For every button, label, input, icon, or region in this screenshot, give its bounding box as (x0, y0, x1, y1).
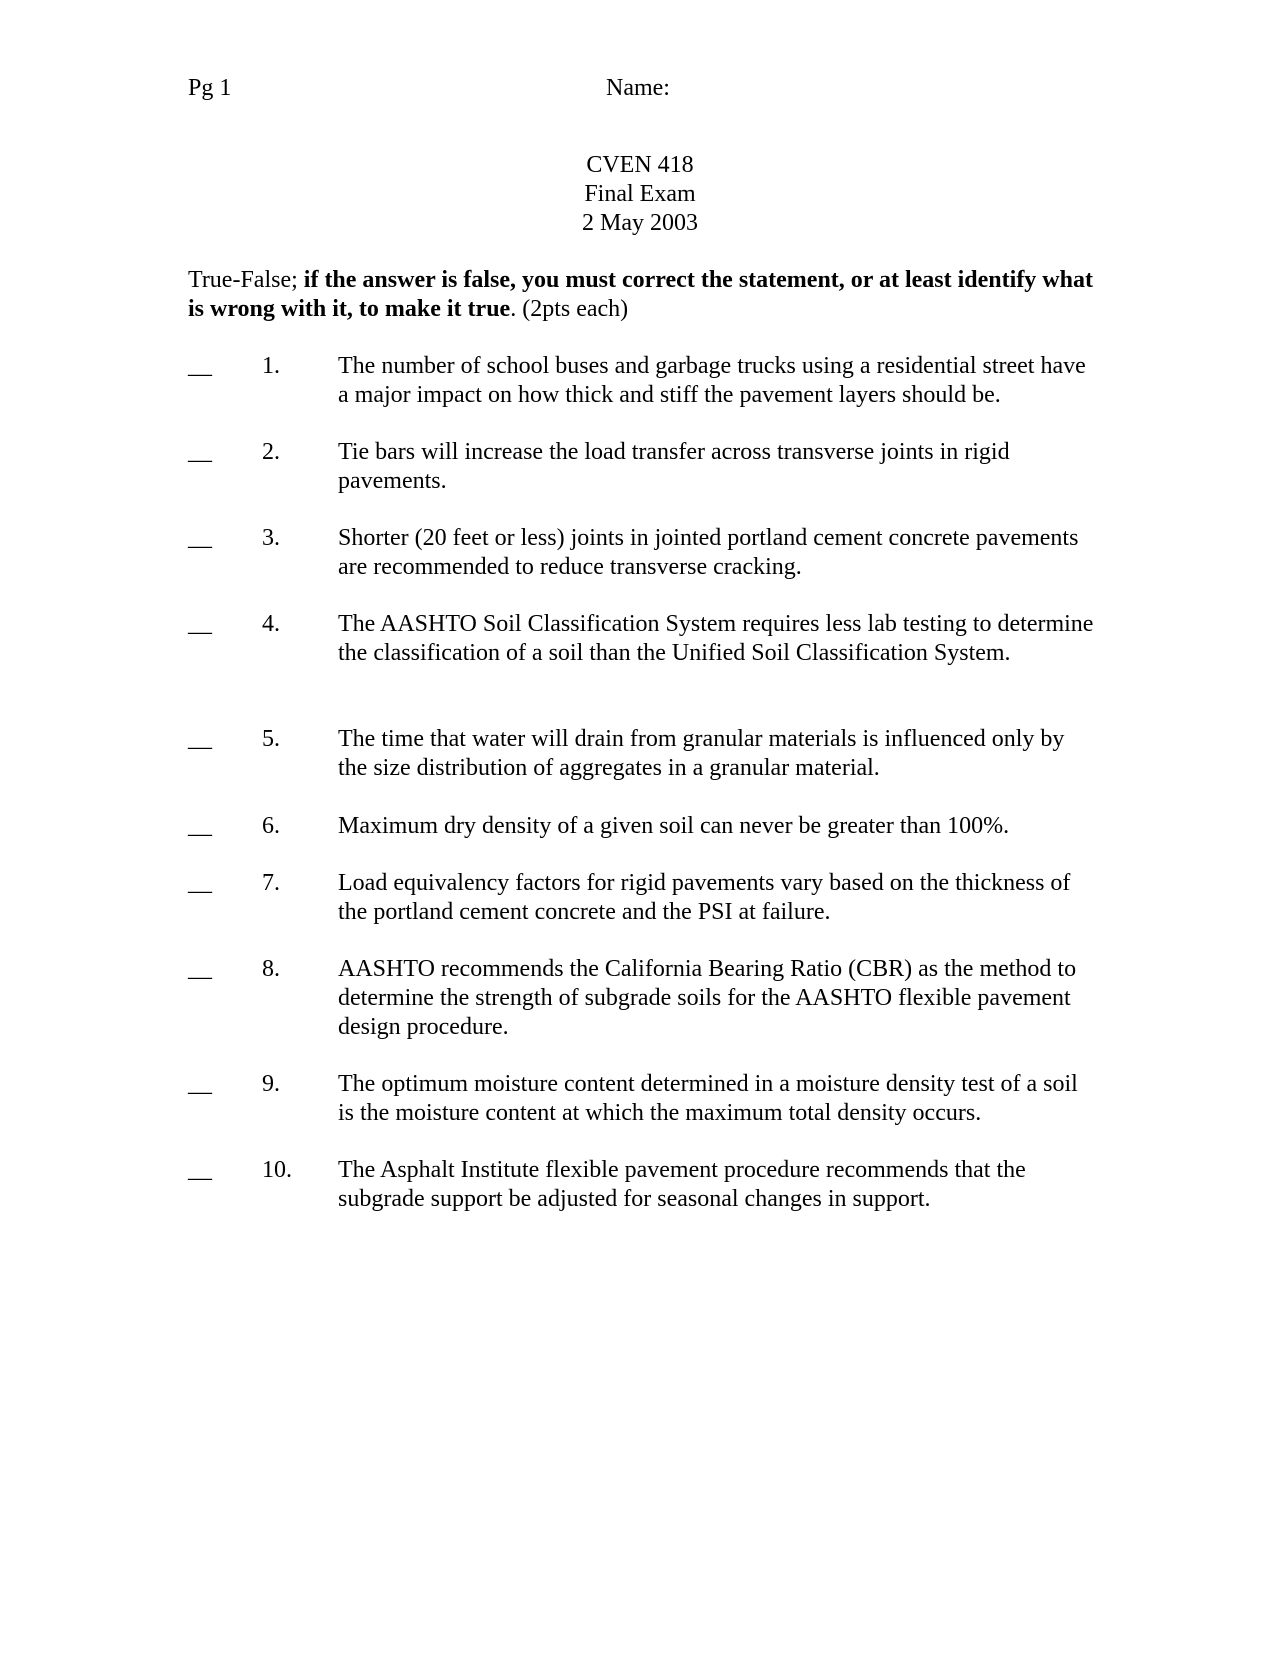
question-number: 6. (262, 813, 280, 839)
question-text: Load equivalency factors for rigid pavements vary based on the thickness of the portland cement concrete and the PSI at failure. (338, 870, 1071, 925)
answer-blank[interactable]: __ (188, 525, 212, 551)
question-number: 2. (262, 439, 280, 465)
answer-blank[interactable]: __ (188, 439, 212, 465)
question-text: The number of school buses and garbage trucks using a residential street have a major impact on how thick and stiff the pavement layers should be. (338, 353, 1086, 408)
question-number: 5. (262, 726, 280, 752)
course-code: CVEN 418 (586, 152, 694, 178)
question-text: AASHTO recommends the California Bearing Ratio (CBR) as the method to determine the strength of subgrade soils for the AASHTO flexible pavement design procedure. (338, 956, 1077, 1040)
answer-blank[interactable]: __ (188, 726, 212, 752)
answer-blank[interactable]: __ (188, 813, 212, 839)
question-text: The Asphalt Institute flexible pavement procedure recommends that the subgrade support be adjusted for seasonal changes in support. (338, 1157, 1026, 1212)
exam-title-block (0, 151, 1280, 238)
page-number-label: Pg 1 (188, 75, 232, 101)
question-text: Maximum dry density of a given soil can never be greater than 100%. (338, 813, 1010, 839)
answer-blank[interactable]: __ (188, 1071, 212, 1097)
answer-blank[interactable]: __ (188, 353, 212, 379)
instructions (188, 266, 1108, 324)
answer-blank[interactable]: __ (188, 1157, 212, 1183)
question-number: 8. (262, 956, 280, 982)
question-text: The AASHTO Soil Classification System requires less lab testing to determine the classification of a soil than the Unified Soil Classification System. (338, 611, 1094, 666)
instructions-suffix: . (2pts each) (510, 296, 629, 322)
question-text: Tie bars will increase the load transfer across transverse joints in rigid pavements. (338, 439, 1010, 494)
question-number: 4. (262, 611, 280, 637)
question-number: 1. (262, 353, 280, 379)
instructions-prefix: True-False; (188, 267, 304, 293)
question-number: 3. (262, 525, 280, 551)
answer-blank[interactable]: __ (188, 611, 212, 637)
exam-title: Final Exam (584, 181, 696, 207)
name-field-label: Name: (606, 75, 670, 101)
question-text: The optimum moisture content determined in a moisture density test of a soil is the moisture content at which the maximum total density occurs. (338, 1071, 1078, 1126)
answer-blank[interactable]: __ (188, 870, 212, 896)
question-number: 10. (262, 1157, 292, 1183)
question-text: The time that water will drain from granular materials is influenced only by the size distribution of aggregates in a granular material. (338, 726, 1065, 781)
question-number: 9. (262, 1071, 280, 1097)
exam-date: 2 May 2003 (582, 210, 698, 236)
answer-blank[interactable]: __ (188, 956, 212, 982)
question-number: 7. (262, 870, 280, 896)
question-text: Shorter (20 feet or less) joints in jointed portland cement concrete pavements are recommended to reduce transverse cracking. (338, 525, 1079, 580)
instructions-bold: if the answer is false, you must correct the statement, or at least identify what is wrong with it, to make it true (188, 267, 1093, 322)
